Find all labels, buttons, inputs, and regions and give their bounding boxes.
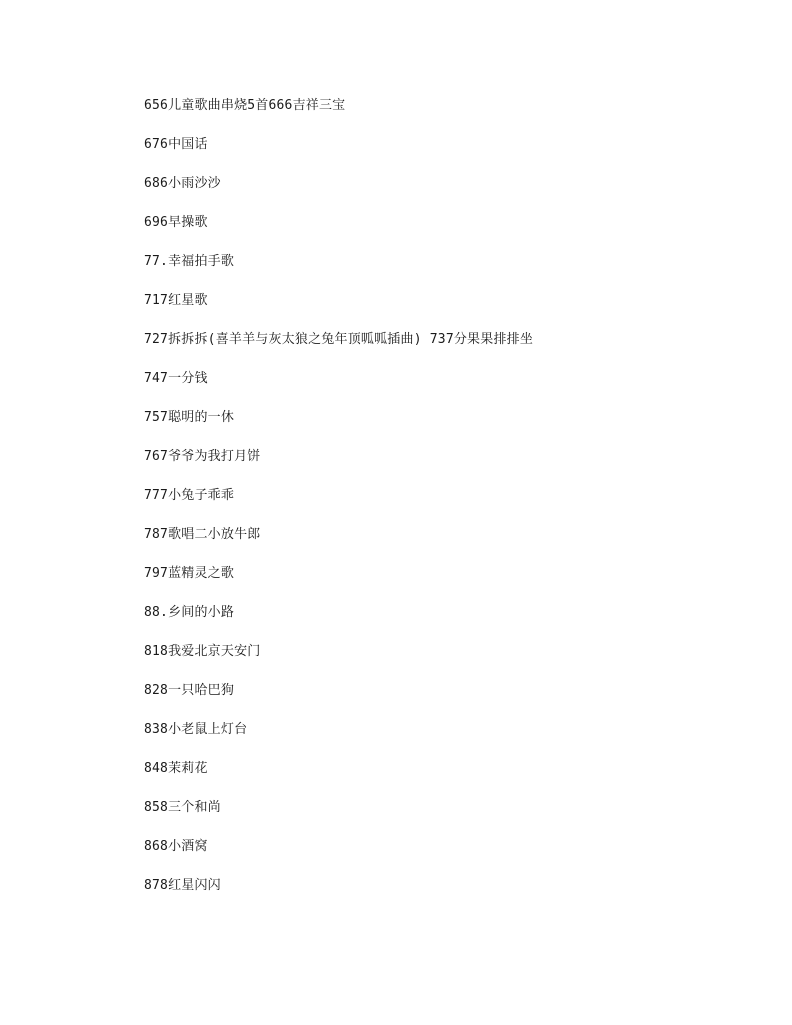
song-line: 747一分钱: [144, 371, 208, 386]
song-list: [144, 96, 533, 915]
song-line: 838小老鼠上灯台: [144, 722, 248, 737]
song-line: 757聪明的一休: [144, 410, 235, 425]
song-line: 818我爱北京天安门: [144, 644, 261, 659]
song-line: 686小雨沙沙: [144, 176, 221, 191]
song-line: 777小兔子乖乖: [144, 488, 235, 503]
song-line: 88.乡间的小路: [144, 605, 235, 620]
song-line: 848茉莉花: [144, 761, 208, 776]
song-line: 797蓝精灵之歌: [144, 566, 235, 581]
song-line: 717红星歌: [144, 293, 208, 308]
song-line: 656儿童歌曲串烧5首666吉祥三宝: [144, 98, 346, 113]
song-line: 676中国话: [144, 137, 208, 152]
song-line: 77.幸福拍手歌: [144, 254, 235, 269]
song-line: 767爷爷为我打月饼: [144, 449, 261, 464]
song-line: 696早操歌: [144, 215, 208, 230]
song-line: 878红星闪闪: [144, 878, 221, 893]
song-line: 828一只哈巴狗: [144, 683, 235, 698]
song-line: 858三个和尚: [144, 800, 221, 815]
song-line: 787歌唱二小放牛郎: [144, 527, 261, 542]
song-line: 868小酒窝: [144, 839, 208, 854]
song-line: 727拆拆拆(喜羊羊与灰太狼之兔年顶呱呱插曲) 737分果果排排坐: [144, 332, 534, 347]
